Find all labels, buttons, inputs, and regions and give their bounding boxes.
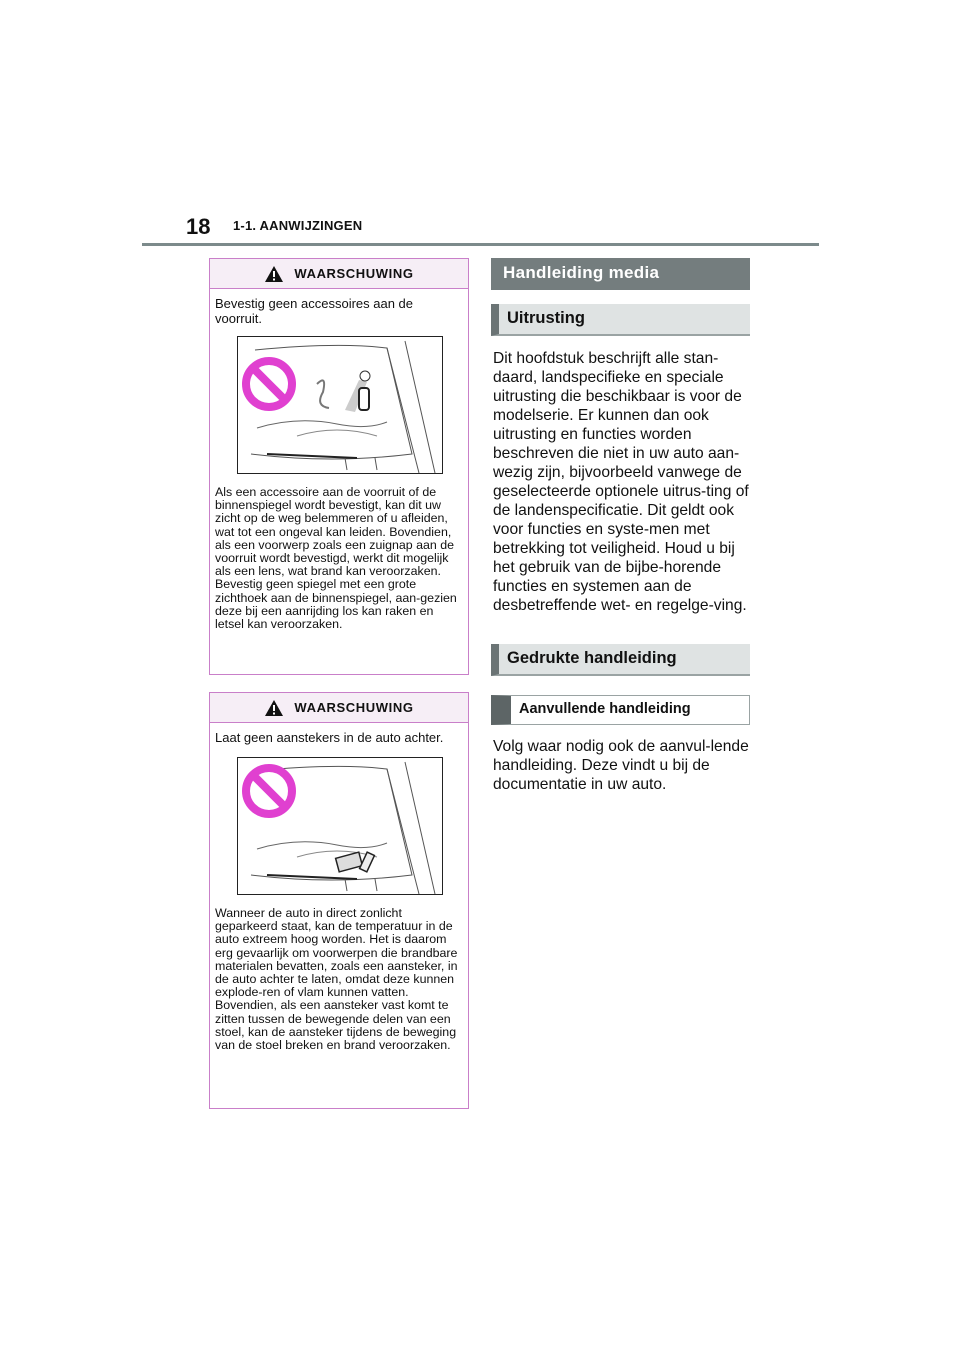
uitrusting-paragraph: Dit hoofdstuk beschrijft alle stan-daard, landspecifieke en speciale uitrusting die beschikbaar is voor de modelserie. Er kunnen dan ook uitrusting en functies worden beschreven die niet in uw auto aan-wezig zijn, bijvoorbeeld vanwege de geselecteerde optionele uitrus-ting of de landenspecificatie. Dit geldt ook voor functies en syste-men met betrekking tot veiligheid. Houd u bij het gebruik van de bijbe-horende functies en systemen aan de desbetreffende wet- en regelge-ving. xyxy=(493,350,749,614)
warning-triangle-icon xyxy=(264,265,284,283)
warning-body-text: Als een accessoire aan de voorruit of de binnenspiegel wordt bevestigt, kan dit uw zicht op de weg belemmeren of u afleiden, wat tot een ongeval kan leiden. Bovendien, als een voorwerp zoals een zuignap aan de voorruit wordt bevestigd, werkt dit mogelijk als een lens, wat brand kan veroorzaken. Bevestig geen spiegel met een grote zichthoek aan de binnenspiegel, aan-gezien deze bij een aanrijding los kan raken en letsel kan veroorzaken. xyxy=(215,485,457,632)
subheading-bar-aanvullende-handleiding: Aanvullende handleiding xyxy=(491,695,750,725)
page-number: 18 xyxy=(186,214,211,239)
warning-box-windshield xyxy=(209,258,469,675)
warning-header xyxy=(210,693,468,723)
chapter-title: 1-1. AANWIJZINGEN xyxy=(233,218,363,233)
subsection-bar-uitrusting: Uitrusting xyxy=(491,304,750,336)
warning-lead-text: Laat geen aanstekers in de auto achter. xyxy=(215,730,444,745)
subsection-bar-gedrukte-handleiding: Gedrukte handleiding xyxy=(491,644,750,676)
warning-title: WAARSCHUWING xyxy=(294,266,414,281)
windshield-accessory-illustration xyxy=(237,336,443,474)
warning-header xyxy=(210,259,468,289)
warning-triangle-icon xyxy=(264,699,284,717)
warning-box-lighter xyxy=(209,692,469,1109)
warning-lead-text: Bevestig geen accessoires aan de voorruit. xyxy=(215,296,414,326)
header-rule xyxy=(142,243,819,246)
warning-title: WAARSCHUWING xyxy=(294,700,414,715)
section-title-bar: Handleiding media xyxy=(491,258,750,290)
aanvullende-paragraph: Volg waar nodig ook de aanvul-lende handleiding. Deze vindt u bij de documentatie in uw auto. xyxy=(493,738,749,793)
warning-body-text: Wanneer de auto in direct zonlicht geparkeerd staat, kan de temperatuur in de auto extreem hoog worden. Het is daarom erg gevaarlijk om voorwerpen die brandbare materialen bevatten, zoals een aansteker, in de auto achter te laten, omdat deze kunnen explode-ren of vlam kunnen vatten. Bovendien, als een aansteker vast komt te zitten tussen de bewegende delen van een stoel, kan de aansteker tijdens de beweging van de stoel breken en brand veroorzaken. xyxy=(215,906,458,1053)
lighter-in-car-illustration xyxy=(237,757,443,895)
